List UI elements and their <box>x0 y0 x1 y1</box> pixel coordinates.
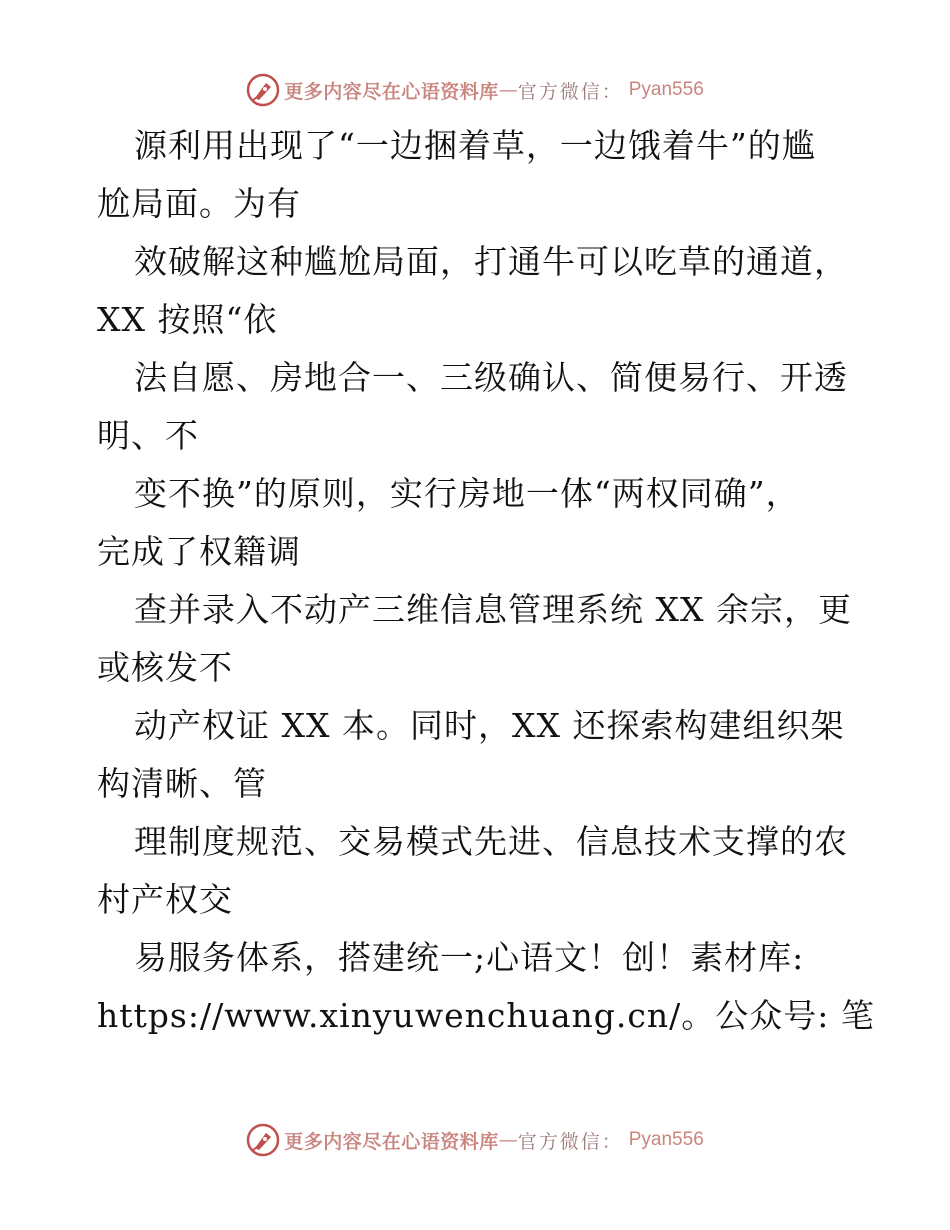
footer-wechat-label: 官方微信： <box>517 1130 623 1153</box>
body-line: 理制度规范、交易模式先进、信息技术支撑的农 <box>134 822 848 861</box>
body-line: 村产权交 <box>97 880 233 919</box>
footer-separator: — <box>498 1129 518 1151</box>
body-line: 或核发不 <box>97 648 233 687</box>
body-line: 构清晰、管 <box>97 764 267 803</box>
header-wechat-id: Pyan556 <box>628 79 704 100</box>
body-line: 源利用出现了“一边捆着草，一边饿着牛”的尴 <box>134 126 816 165</box>
footer-banner <box>0 1120 950 1160</box>
body-line: 明、不 <box>97 416 199 455</box>
pen-nib-logo-icon <box>246 73 280 107</box>
header-brand-text: 更多内容尽在心语资料库 <box>284 80 499 103</box>
body-line: 效破解这种尴尬局面，打通牛可以吃草的通道， <box>134 242 848 281</box>
body-line: 完成了权籍调 <box>97 532 301 571</box>
header-separator: — <box>498 79 518 101</box>
pen-nib-logo-icon <box>246 1123 280 1157</box>
body-line: 尬局面。为有 <box>97 184 301 223</box>
body-line: 查并录入不动产三维信息管理系统 XX 余宗，更 <box>134 590 852 629</box>
body-line: 易服务体系，搭建统一;心语文！创！素材库: <box>134 938 805 977</box>
header-wechat-label: 官方微信： <box>517 80 623 103</box>
footer-wechat-id: Pyan556 <box>628 1129 704 1150</box>
body-line: 变不换”的原则，实行房地一体“两权同确”， <box>134 474 800 513</box>
body-line: https://www.xinyuwenchuang.cn/。公众号: 笔 <box>97 996 875 1035</box>
body-line: XX 按照“依 <box>97 300 278 339</box>
header-banner <box>0 70 950 110</box>
footer-brand-text: 更多内容尽在心语资料库 <box>284 1130 499 1153</box>
body-line: 动产权证 XX 本。同时，XX 还探索构建组织架 <box>134 706 845 745</box>
body-line: 法自愿、房地合一、三级确认、简便易行、开透 <box>134 358 848 397</box>
